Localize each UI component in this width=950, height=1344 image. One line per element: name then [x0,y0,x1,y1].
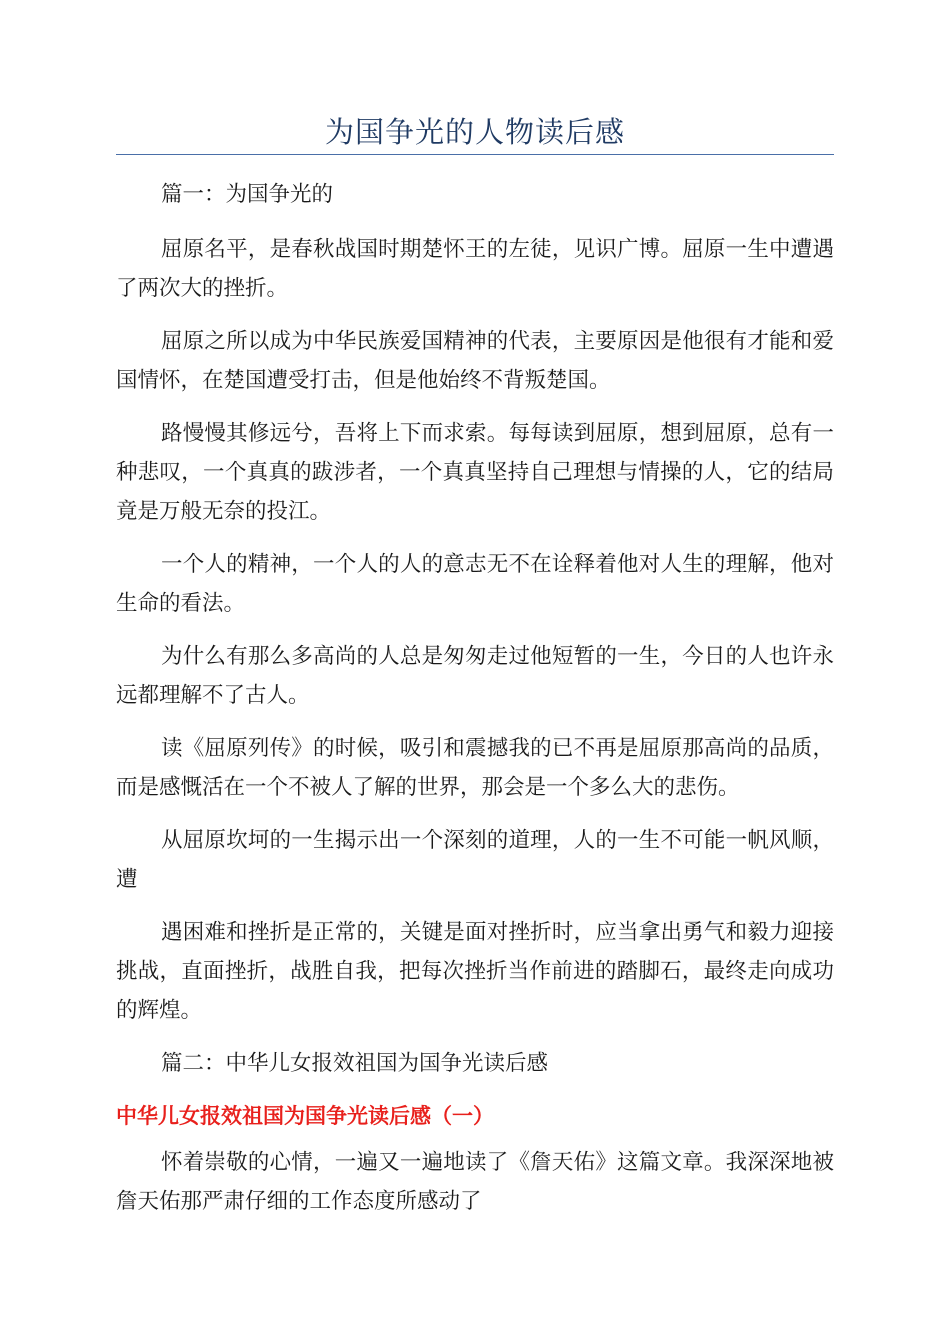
paragraph-3: 屈原之所以成为中华民族爱国精神的代表，主要原因是他很有才能和爱国情怀，在楚国遭受打击，但是他始终不背叛楚国。 [116,329,834,393]
title-underline [116,154,834,155]
paragraph-4: 路慢慢其修远兮，吾将上下而求索。每每读到屈原，想到屈原，总有一种悲叹，一个真真的跋涉者，一个真真坚持自己理想与情操的人，它的结局竟是万般无奈的投江。 [116,421,834,524]
section-subheading: 中华儿女报效祖国为国争光读后感（一） [116,1104,494,1128]
paragraph-7: 读《屈原列传》的时候，吸引和震撼我的已不再是屈原那高尚的品质，而是感慨活在一个不被人了解的世界，那会是一个多么大的悲伤。 [116,736,834,800]
paragraph-5: 一个人的精神，一个人的人的意志无不在诠释着他对人生的理解，他对生命的看法。 [116,552,834,616]
paragraph-2: 屈原名平，是春秋战国时期楚怀王的左徒，见识广博。屈原一生中遭遇了两次大的挫折。 [116,237,834,301]
paragraph-11: 怀着崇敬的心情，一遍又一遍地读了《詹天佑》这篇文章。我深深地被詹天佑那严肃仔细的工作态度所感动了 [116,1150,834,1214]
paragraph-10: 篇二：中华儿女报效祖国为国争光读后感 [161,1051,549,1076]
paragraph-9: 遇困难和挫折是正常的，关键是面对挫折时，应当拿出勇气和毅力迎接挑战，直面挫折，战胜自我，把每次挫折当作前进的踏脚石，最终走向成功的辉煌。 [116,920,834,1023]
paragraph-6: 为什么有那么多高尚的人总是匆匆走过他短暂的一生，今日的人也许永远都理解不了古人。 [116,644,834,708]
page-title: 为国争光的人物读后感 [324,115,625,149]
paragraph-8: 从屈原坎坷的一生揭示出一个深刻的道理，人的一生不可能一帆风顺，遭 [116,828,834,892]
paragraph-1: 篇一：为国争光的 [161,182,334,207]
